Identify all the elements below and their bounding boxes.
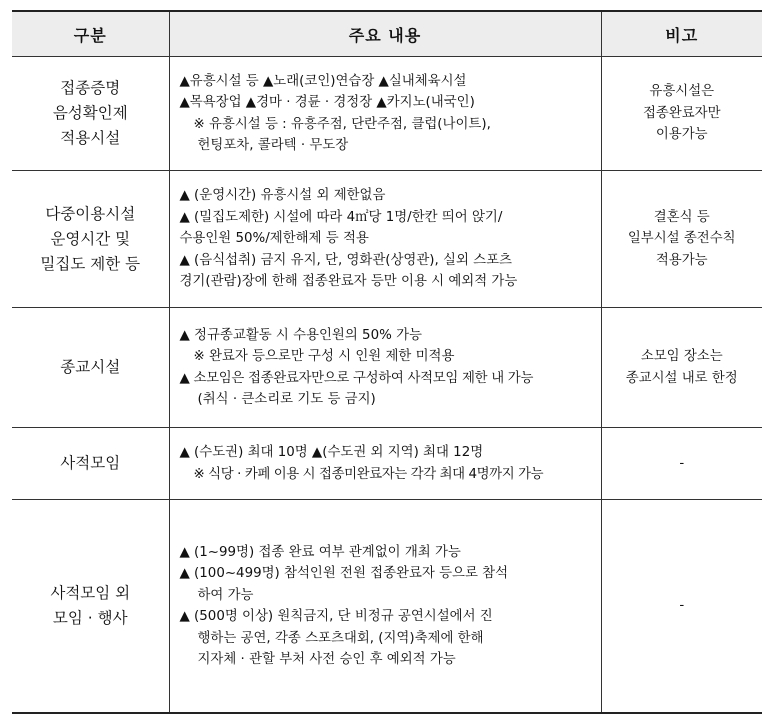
header-category: 구분 (12, 11, 169, 57)
content-line: ▲ (500명 이상) 원칙금지, 단 비정규 공연시설에서 진 (179, 609, 493, 624)
note-line: 소모임 장소는 (640, 349, 723, 364)
content-line: ▲ 소모임은 접종완료자만으로 구성하여 사적모임 제한 내 가능 (179, 370, 534, 386)
content-line: 지자체 · 관할 부처 사전 승인 후 예외적 가능 (197, 652, 456, 667)
note-cell (601, 171, 762, 308)
note-line: 유흥시설은 (649, 84, 715, 100)
note-cell (601, 500, 762, 714)
note-line: 종교시설 내로 한정 (625, 370, 738, 386)
table-row (12, 500, 762, 714)
category-line: 사적모임 (60, 454, 121, 472)
content-cell (169, 428, 601, 500)
quarantine-rules-table (12, 10, 762, 714)
category-cell (12, 308, 169, 428)
category-cell (12, 500, 169, 714)
table-row (12, 57, 762, 171)
content-line: ※ 식당 · 카페 이용 시 접종미완료자는 각각 최대 4명까지 가능 (193, 466, 544, 482)
content-cell (169, 500, 601, 714)
content-line: 수용인원 50%/제한해제 등 적용 (179, 231, 369, 247)
content-line: ▲ (1~99명) 접종 완료 여부 관계없이 개최 가능 (179, 544, 461, 560)
content-line: 경기(관람)장에 한해 접종완료자 등만 이용 시 예외적 가능 (179, 274, 518, 290)
note-line: 이용가능 (655, 127, 708, 143)
content-line: ▲ 정규종교활동 시 수용인원의 50% 가능 (179, 327, 422, 343)
content-line: ▲목욕장업 ▲경마 · 경륜 · 경정장 ▲카지노(내국인) (179, 95, 475, 110)
content-line: ※ 완료자 등으로만 구성 시 인원 제한 미적용 (193, 349, 455, 364)
content-line: ▲ (음식섭취) 금지 유지, 단, 영화관(상영관), 실외 스포츠 (179, 252, 512, 268)
note-cell (601, 57, 762, 171)
content-line: ▲ (100~499명) 참석인원 전원 접종완료자 등으로 참석 (179, 566, 509, 581)
header-note: 비고 (601, 11, 762, 57)
category-cell (12, 171, 169, 308)
content-cell (169, 308, 601, 428)
content-line: ※ 유흥시설 등 : 유흥주점, 단란주점, 클럽(나이트), (193, 116, 491, 132)
content-line: ▲ (수도권) 최대 10명 ▲(수도권 외 지역) 최대 12명 (179, 445, 484, 460)
category-line: 접종증명 (60, 79, 121, 97)
table-row (12, 171, 762, 308)
content-line: ▲ (운영시간) 유흥시설 외 제한없음 (179, 188, 386, 204)
category-line: 다중이용시설 (45, 204, 136, 223)
category-line: 음성확인제 (52, 104, 128, 122)
table-row (12, 308, 762, 428)
content-cell (169, 171, 601, 308)
content-line: ▲ (밀집도제한) 시설에 따라 4㎡당 1명/한칸 띄어 앉기/ (179, 209, 503, 225)
category-line: 사적모임 외 (50, 584, 131, 602)
note-line: 적용가능 (655, 252, 708, 268)
note-line: 일부시설 종전수칙 (627, 231, 736, 247)
category-line: 운영시간 및 (50, 229, 131, 248)
note-line: - (679, 598, 685, 614)
category-cell (12, 428, 169, 500)
category-line: 밀집도 제한 등 (40, 254, 141, 273)
content-line: 헌팅포차, 콜라텍 · 무도장 (197, 138, 349, 153)
category-line: 종교시설 (60, 358, 121, 376)
note-cell (601, 308, 762, 428)
content-line: 행하는 공연, 각종 스포츠대회, (지역)축제에 한해 (197, 630, 484, 646)
category-line: 적용시설 (60, 129, 121, 147)
note-line: 접종완료자만 (642, 105, 721, 121)
content-cell (169, 57, 601, 171)
header-row (12, 11, 762, 57)
category-cell (12, 57, 169, 171)
content-line: ▲유흥시설 등 ▲노래(코인)연습장 ▲실내체육시설 (179, 73, 467, 89)
note-line: - (679, 455, 685, 471)
note-line: 결혼식 등 (653, 209, 710, 225)
table-row (12, 428, 762, 500)
content-line: (취식 · 큰소리로 기도 등 금지) (197, 392, 376, 407)
content-line: 하여 가능 (197, 587, 254, 603)
note-cell (601, 428, 762, 500)
category-line: 모임 · 행사 (52, 609, 128, 627)
header-content: 주요 내용 (169, 11, 601, 57)
